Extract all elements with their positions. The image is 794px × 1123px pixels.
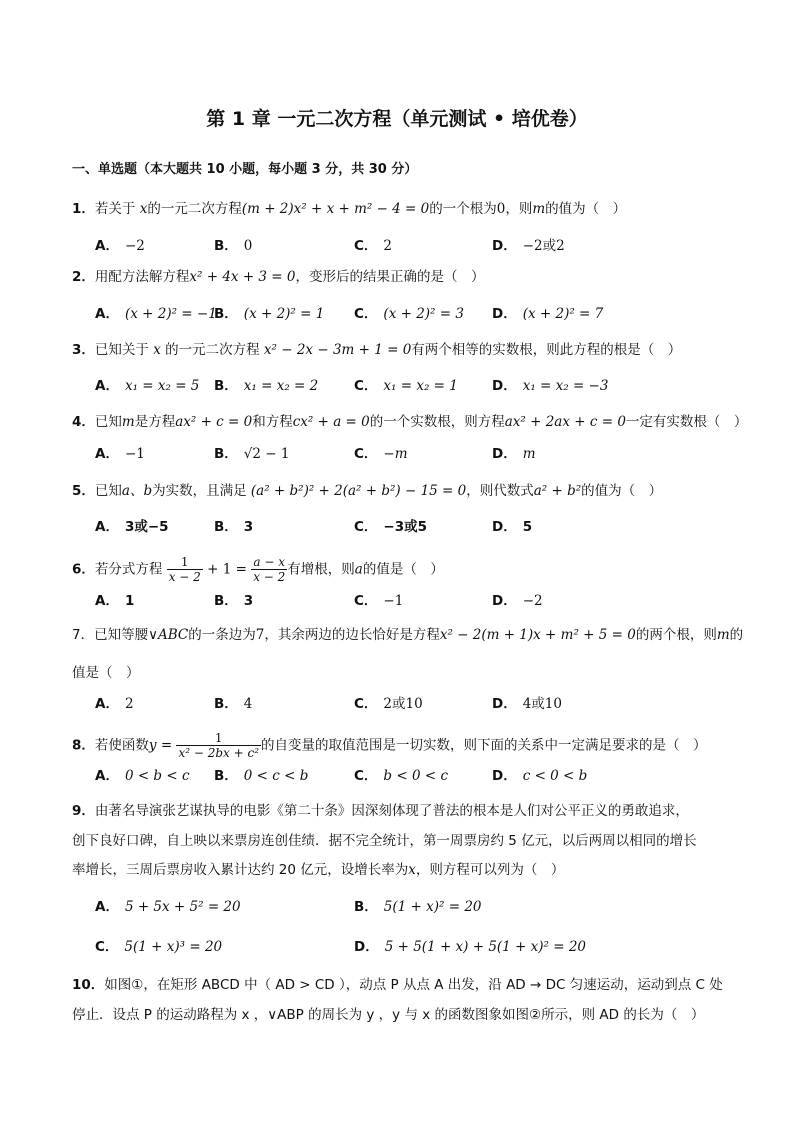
equation: ax² + 2ax + c = 0 [504,414,626,430]
page-title: 第 1 章 一元二次方程（单元测试 • 培优卷） [206,108,588,130]
question-number: 9． [72,803,95,819]
section-heading: 一、单选题（本大题共 10 小题，每小题 3 分，共 30 分） [72,162,418,177]
question-text: 已知等腰 [94,627,149,643]
option-a[interactable]: A． −2 [95,238,145,254]
option-d[interactable]: D． 4或10 [492,696,562,712]
option-b[interactable]: B． 0 [214,238,253,254]
question-8 [72,731,707,760]
option-a[interactable]: A． 5 + 5x + 5² = 20 [95,899,241,915]
question-2 [72,269,485,285]
question-text: ，其余两边的边长恰好是方程 [264,627,440,643]
option-a[interactable]: A． 1 [95,593,135,609]
variable: x [139,201,148,217]
option-d[interactable]: D． x₁ = x₂ = −3 [492,378,609,394]
option-a[interactable]: A． 3或−5 [95,519,169,535]
option-d[interactable]: D． 5 [492,519,533,535]
question-number: 10． [72,977,105,993]
question-number: 3． [72,342,95,358]
option-d[interactable]: D． (x + 2)² = 7 [492,306,604,322]
question-text: 已知关于 [94,342,149,358]
option-a[interactable]: A． −1 [95,446,145,462]
equation: + 1 = [202,561,252,578]
option-b[interactable]: B． √2 − 1 [214,446,290,462]
option-c[interactable]: C． 5(1 + x)³ = 20 [95,939,223,955]
fraction: $\frac{1}{x - 2}$ [168,555,201,584]
question-text: ，则 [505,201,533,217]
equation: x² + 4x + 3 = 0 [189,269,296,285]
number: 0 [496,201,506,217]
variable: m [121,414,135,430]
fraction: $\frac{1}{\text{x² − 2bx + c²}}$ [178,731,259,760]
question-text: 已知 [94,483,122,499]
question-text: 的两个根，则 [635,627,717,643]
option-d[interactable]: D． −2 [492,593,543,609]
option-b[interactable]: B． x₁ = x₂ = 2 [214,378,319,394]
variable: x [153,342,161,358]
option-d[interactable]: D． −2或2 [492,238,565,254]
question-number: 5． [72,483,95,499]
question-text: 有两个相等的实数根，则此方程的根是（ ） [411,342,682,358]
question-text: 的一条边为 [188,627,256,643]
option-a[interactable]: A． (x + 2)² = −1 [95,306,217,322]
question-text: 若关于 [94,201,136,217]
question-text: 的 [729,627,744,643]
equation: (a² + b²)² + 2(a² + b²) − 15 = 0 [250,483,467,499]
option-d[interactable]: D． c < 0 < b [492,768,588,784]
option-c[interactable]: C． b < 0 < c [354,768,449,784]
option-a[interactable]: A． x₁ = x₂ = 5 [95,378,200,394]
question-5 [72,483,662,499]
question-text: 的值是（ ） [362,561,444,578]
question-text: 若分式方程 [94,561,163,578]
question-number: 6． [72,561,95,578]
question-text: 率增长，三周后票房收入累计达约 20 亿元，设增长率为 [72,862,409,878]
option-b[interactable]: B． (x + 2)² = 1 [214,306,325,322]
number: 7 [255,627,265,643]
question-7-line-2: 值是（ ） [72,665,140,681]
question-text: ，则方程可以列为（ ） [415,862,565,878]
variable: m [716,627,730,643]
question-text: 的一个实数根，则方程 [369,414,505,430]
question-text: 由著名导演张艺谋执导的电影《第二十条》因深刻体现了普法的根本是人们对公平正义的勇敢追求， [94,803,689,819]
question-4 [72,414,747,430]
option-c[interactable]: C． 2或10 [354,696,423,712]
question-6 [72,555,444,584]
question-text: 用配方法解方程 [94,269,190,285]
question-text: 的自变量的取值范围是一切实数，则下面的关系中一定满足要求的是（ ） [261,737,707,754]
variable: a、b [121,483,153,499]
question-text: 的一个根为 [429,201,497,217]
question-text: 的值为（ ） [545,201,627,217]
equation: x² − 2(m + 1)x + m² + 5 = 0 [439,627,636,643]
question-text: 的值为（ ） [581,483,663,499]
option-b[interactable]: B． 0 < c < b [214,768,309,784]
variable: a [354,561,363,578]
option-b[interactable]: B． 5(1 + x)² = 20 [354,899,482,915]
option-c[interactable]: C． (x + 2)² = 3 [354,306,464,322]
option-b[interactable]: B． 3 [214,519,254,535]
question-9-line-2: 创下良好口碑，自上映以来票房连创佳绩．据不完全统计，第一周票房约 5 亿元，以后两周以相同的增长 [72,833,697,849]
question-text: ，变形后的结果正确的是（ ） [295,269,485,285]
question-9-line-3 [72,862,564,878]
question-text: 有增根，则 [287,561,355,578]
question-number: 1． [72,201,95,217]
option-b[interactable]: B． 4 [214,696,253,712]
question-text: 和方程 [252,414,293,430]
question-text: 是方程 [134,414,176,430]
option-c[interactable]: C． −m [354,446,408,462]
question-text: 为实数，且满足 [152,483,247,499]
question-3 [72,342,681,358]
option-a[interactable]: A． 2 [95,696,134,712]
question-text: ，则代数式 [466,483,534,499]
question-text: 一定有实数根（ ） [625,414,748,430]
variable: x [408,862,416,878]
question-text: 的一元二次方程 [165,342,260,358]
question-text: 若使函数 [94,737,149,754]
question-10-line-1 [72,977,723,993]
option-c[interactable]: C． −1 [354,593,404,609]
question-number: 7． [72,627,95,643]
question-text: 如图①，在矩形 ABCD 中（ AD > CD ），动点 P 从点 A 出发，沿 AD → DC 匀速运动，运动到点 C 处 [104,977,723,993]
variable: m [532,201,546,217]
equation: y = [148,737,177,754]
question-7 [72,627,743,643]
option-c[interactable]: C． −3或5 [354,519,428,535]
question-text: 已知 [94,414,122,430]
option-d[interactable]: D． m [492,446,536,462]
equation: x² − 2x − 3m + 1 = 0 [263,342,412,358]
question-number: 8． [72,737,95,754]
option-b[interactable]: B． 3 [214,593,254,609]
question-9-line-1 [72,803,689,819]
question-number: 2． [72,269,95,285]
triangle: ∨ABC [148,627,189,643]
equation: a² + b² [533,483,582,499]
question-10-line-2: 停止．设点 P 的运动路程为 x ，∨ABP 的周长为 y ，y 与 x 的函数图象如图②所示，则 AD 的长为（ ） [72,1007,705,1023]
equation: (m + 2)x² + x + m² − 4 = 0 [241,201,430,217]
equation: cx² + a = 0 [292,414,370,430]
question-number: 4． [72,414,95,430]
fraction: $\frac{a - x}{x - 2}$ [253,555,286,584]
option-d[interactable]: D． 5 + 5(1 + x) + 5(1 + x)² = 20 [354,939,587,955]
option-a[interactable]: A． 0 < b < c [95,768,190,784]
question-1 [72,201,626,217]
option-c[interactable]: C． x₁ = x₂ = 1 [354,378,458,394]
question-text: 的一元二次方程 [147,201,242,217]
equation: ax² + c = 0 [175,414,253,430]
option-c[interactable]: C． 2 [354,238,393,254]
